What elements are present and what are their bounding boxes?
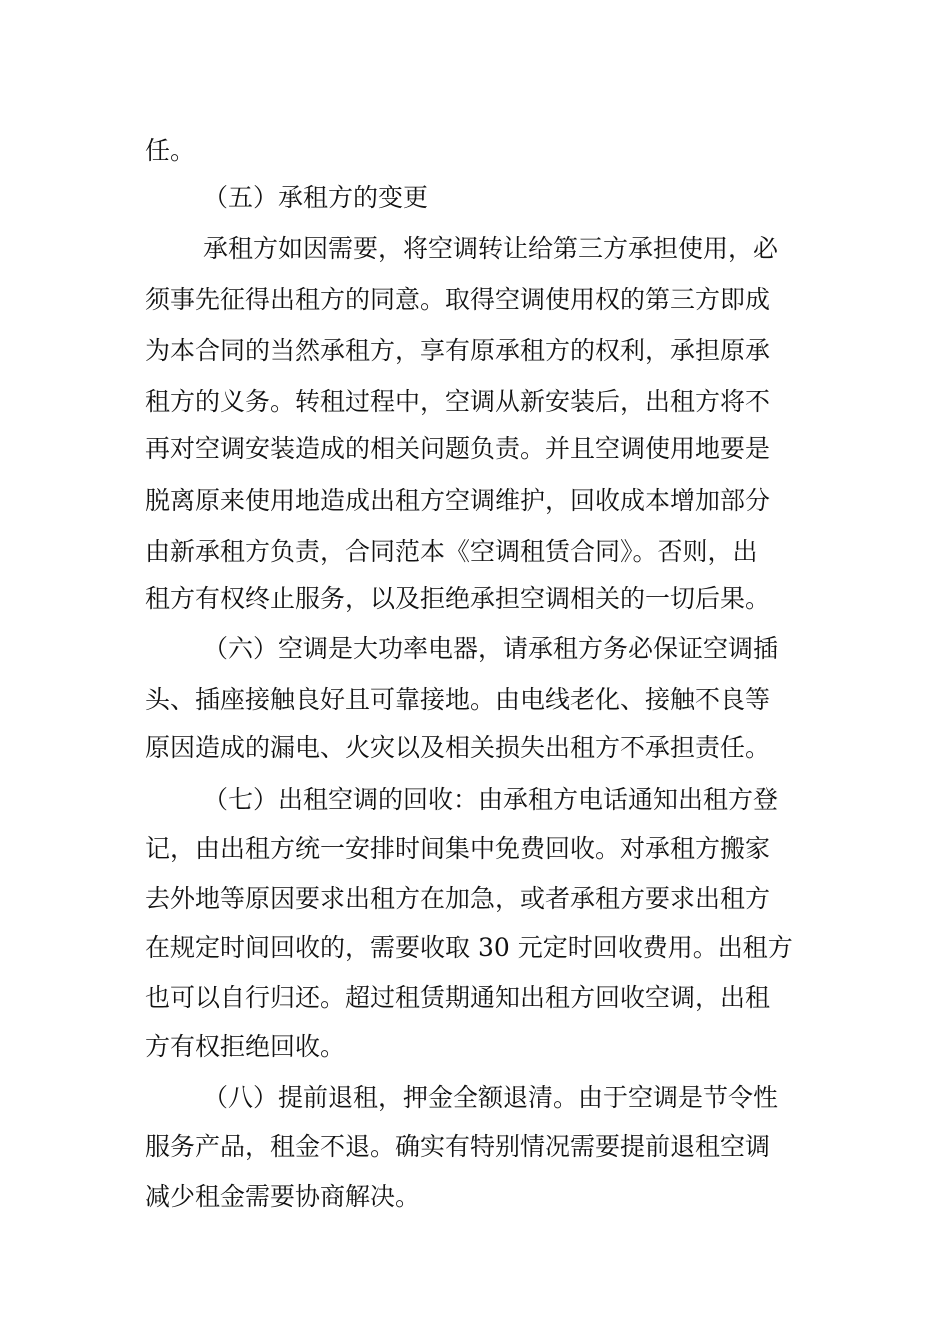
text-line: 减少租金需要协商解决。 bbox=[145, 1182, 421, 1211]
text-line: 租方有权终止服务，以及拒绝承担空调相关的一切后果。 bbox=[145, 584, 771, 613]
text-line: 原因造成的漏电、火灾以及相关损失出租方不承担责任。 bbox=[145, 733, 771, 762]
text-line: 任。 bbox=[145, 136, 196, 165]
text-line: （六）空调是大功率电器，请承租方务必保证空调插 bbox=[203, 634, 779, 663]
text-line: 去外地等原因要求出租方在加急，或者承租方要求出租方 bbox=[145, 884, 771, 913]
text-line: （八）提前退租，押金全额退清。由于空调是节令性 bbox=[203, 1083, 779, 1112]
text-line: 为本合同的当然承租方，享有原承租方的权利，承担原承 bbox=[145, 336, 771, 365]
text-line: 头、插座接触良好且可靠接地。由电线老化、接触不良等 bbox=[145, 685, 771, 714]
text-line: （七）出租空调的回收：由承租方电话通知出租方登 bbox=[203, 785, 779, 814]
text-line: 再对空调安装造成的相关问题负责。并且空调使用地要是 bbox=[145, 434, 771, 463]
text-line: 记，由出租方统一安排时间集中免费回收。对承租方搬家 bbox=[145, 834, 771, 863]
section-heading: （五）承租方的变更 bbox=[203, 183, 429, 212]
text-line: 承租方如因需要，将空调转让给第三方承担使用，必 bbox=[203, 234, 779, 263]
text-line: 由新承租方负责，合同范本《空调租赁合同》。否则，出 bbox=[145, 537, 758, 566]
text-line: 租方的义务。转租过程中，空调从新安装后，出租方将不 bbox=[145, 387, 771, 416]
text-line: 在规定时间回收的，需要收取 30 元定时回收费用。出租方 bbox=[145, 933, 793, 962]
text-line: 须事先征得出租方的同意。取得空调使用权的第三方即成 bbox=[145, 285, 771, 314]
text-line: 服务产品，租金不退。确实有特别情况需要提前退租空调 bbox=[145, 1132, 771, 1161]
text-line: 脱离原来使用地造成出租方空调维护，回收成本增加部分 bbox=[145, 486, 771, 515]
text-line: 也可以自行归还。超过租赁期通知出租方回收空调，出租 bbox=[145, 983, 771, 1012]
text-line: 方有权拒绝回收。 bbox=[145, 1032, 346, 1061]
